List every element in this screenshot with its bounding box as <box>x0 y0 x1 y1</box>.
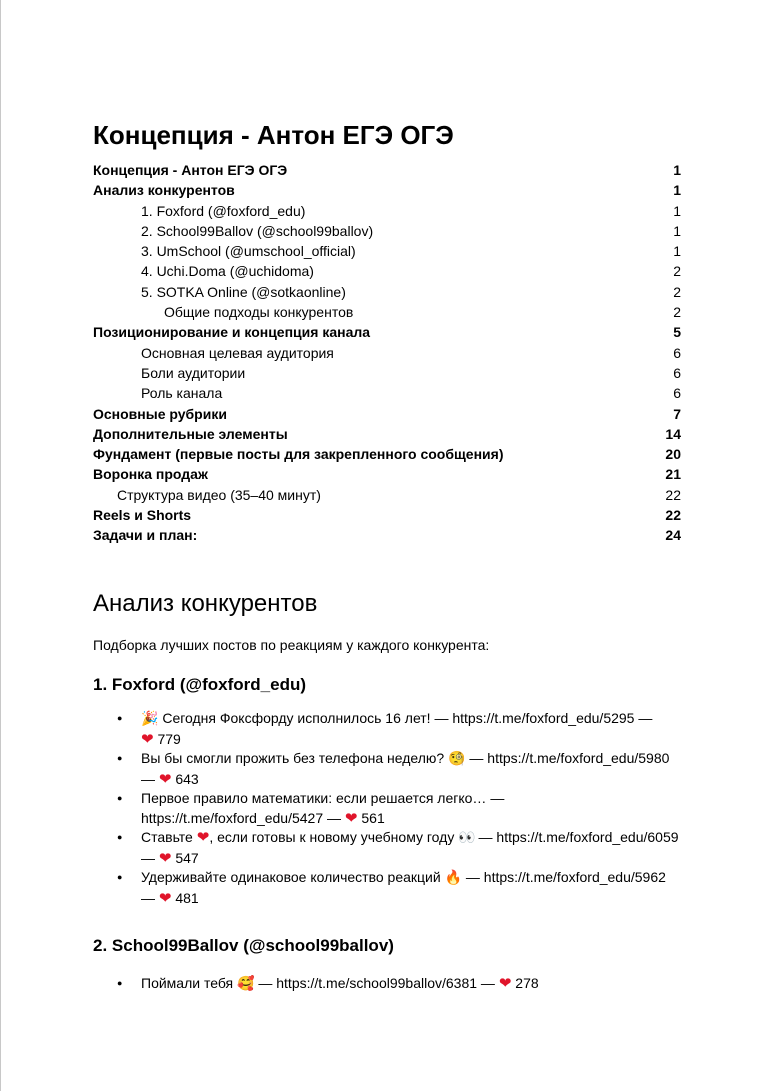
post-text: Удерживайте одинаковое количество реакций <box>141 869 441 885</box>
reaction-count: 278 <box>515 975 539 991</box>
list-item <box>141 868 681 908</box>
toc-entry-page: 1 <box>673 202 681 219</box>
toc-entry-page: 1 <box>673 182 681 199</box>
toc-entry[interactable] <box>93 180 681 200</box>
toc-entry-page: 2 <box>673 304 681 321</box>
toc-entry[interactable] <box>93 241 681 261</box>
toc-entry-label: Структура видео (35–40 минут) <box>117 486 321 503</box>
subheading-school99ballov: 2. School99Ballov (@school99ballov) <box>93 936 394 955</box>
list-item <box>141 749 681 789</box>
toc-entry-page: 22 <box>665 486 681 503</box>
toc-entry-label: 3. UmSchool (@umschool_official) <box>141 243 356 260</box>
post-text: Первое правило математики: если решается легко… — https://t.me/foxford_edu/5427 — <box>141 790 505 826</box>
toc-entry[interactable] <box>93 302 681 322</box>
toc-entry-page: 7 <box>673 405 681 422</box>
toc-entry-label: Дополнительные элементы <box>93 425 288 442</box>
toc-entry-label: Анализ конкурентов <box>93 182 235 199</box>
toc-entry[interactable] <box>93 404 681 424</box>
toc-entry-page: 2 <box>673 283 681 300</box>
toc-entry-label: Концепция - Антон ЕГЭ ОГЭ <box>93 162 288 178</box>
monocle-face-icon: 🧐 <box>448 751 466 767</box>
foxford-posts-list <box>93 709 681 908</box>
list-item <box>141 828 681 868</box>
toc-entry-page: 21 <box>665 466 681 483</box>
toc-entry-page: 14 <box>665 425 681 442</box>
toc-entry[interactable] <box>93 383 681 403</box>
toc-entry-label: Воронка продаж <box>93 466 208 483</box>
toc-entry-label: Основные рубрики <box>93 405 227 422</box>
toc-entry-label: Роль канала <box>141 385 223 402</box>
heart-icon: ❤ <box>158 848 172 867</box>
toc-entry[interactable] <box>93 282 681 302</box>
toc-entry-page: 1 <box>673 222 681 239</box>
list-item <box>141 709 681 749</box>
toc-entry-page: 6 <box>673 385 681 402</box>
list-item <box>141 789 681 828</box>
smiling-face-with-hearts-icon: 🥰 <box>237 976 255 992</box>
toc-entry-page: 2 <box>673 263 681 280</box>
subheading-foxford: 1. Foxford (@foxford_edu) <box>93 675 307 694</box>
school99ballov-posts-list <box>93 974 681 995</box>
toc-entry[interactable] <box>93 201 681 221</box>
reaction-count: 547 <box>175 849 199 866</box>
toc-entry[interactable] <box>93 485 681 505</box>
toc-entry-page: 6 <box>673 364 681 381</box>
post-text: — https://t.me/school99ballov/6381 — <box>258 975 495 991</box>
toc-entry-page: 1 <box>673 162 681 178</box>
toc-entry-label: 4. Uchi.Doma (@uchidoma) <box>141 263 314 280</box>
toc-entry-label: Фундамент (первые посты для закрепленного сообщения) <box>93 446 504 463</box>
toc-entry-page: 22 <box>665 507 681 524</box>
toc-entry-page: 6 <box>673 344 681 361</box>
section-heading-competitor-analysis: Анализ конкурентов <box>93 590 318 617</box>
post-text: Ставьте <box>141 829 193 845</box>
heart-icon: ❤ <box>498 974 512 992</box>
heart-icon: ❤ <box>196 828 210 846</box>
toc-entry[interactable] <box>93 424 681 444</box>
post-text: Вы бы смогли прожить без телефона неделю? <box>141 750 445 766</box>
toc-entry-label: Боли аудитории <box>141 364 246 381</box>
section-intro: Подборка лучших постов по реакциям у каждого конкурента: <box>93 637 490 653</box>
fire-icon: 🔥 <box>444 870 463 886</box>
heart-icon: ❤ <box>141 729 154 748</box>
toc-entry[interactable] <box>93 261 681 281</box>
table-of-contents <box>93 160 681 546</box>
eyes-icon: 👀 <box>458 830 475 846</box>
toc-entry-label: 5. SOTKA Online (@sotkaonline) <box>141 283 346 300</box>
heart-icon: ❤ <box>158 888 172 907</box>
toc-entry-label: 2. School99Ballov (@school99ballov) <box>141 222 374 239</box>
list-item <box>141 974 681 995</box>
toc-entry-label: Позиционирование и концепция канала <box>93 324 371 341</box>
post-text: Сегодня Фоксфорду исполнилось 16 лет! — https://t.me/foxford_edu/5295 — <box>162 710 653 726</box>
toc-entry-page: 5 <box>673 324 681 341</box>
post-text: — https://t.me/foxford_edu/5962 — <box>141 869 666 906</box>
page-left-edge <box>0 0 1 1091</box>
toc-entry-page: 24 <box>665 527 681 544</box>
heart-icon: ❤ <box>344 808 358 827</box>
toc-entry[interactable] <box>93 505 681 525</box>
toc-entry[interactable] <box>93 363 681 383</box>
toc-entry-page: 20 <box>665 446 681 463</box>
toc-entry[interactable] <box>93 322 681 342</box>
document-title: Концепция - Антон ЕГЭ ОГЭ <box>93 120 454 150</box>
reaction-count: 779 <box>157 730 181 747</box>
toc-entry-label: Основная целевая аудитория <box>141 344 334 361</box>
toc-entry-label: Задачи и план: <box>93 527 198 544</box>
reaction-count: 643 <box>175 770 199 787</box>
post-text: — https://t.me/foxford_edu/6059 — <box>141 829 679 866</box>
post-text: , если готовы к новому учебному году <box>209 829 455 845</box>
reaction-count: 561 <box>361 809 385 826</box>
post-text: — https://t.me/foxford_edu/5980 — <box>141 750 670 787</box>
toc-entry[interactable] <box>93 444 681 464</box>
toc-entry-label: 1. Foxford (@foxford_edu) <box>141 202 306 219</box>
reaction-count: 481 <box>175 889 199 906</box>
toc-entry[interactable] <box>93 343 681 363</box>
toc-entry[interactable] <box>93 221 681 241</box>
post-text: Поймали тебя <box>141 975 234 991</box>
toc-entry-page: 1 <box>673 243 681 260</box>
heart-icon: ❤ <box>158 769 172 788</box>
toc-entry-label: Общие подходы конкурентов <box>164 304 354 321</box>
toc-entry-label: Reels и Shorts <box>93 507 192 524</box>
toc-entry[interactable] <box>93 160 681 180</box>
toc-entry[interactable] <box>93 464 681 484</box>
party-popper-icon: 🎉 <box>141 711 159 727</box>
toc-entry[interactable] <box>93 525 681 545</box>
